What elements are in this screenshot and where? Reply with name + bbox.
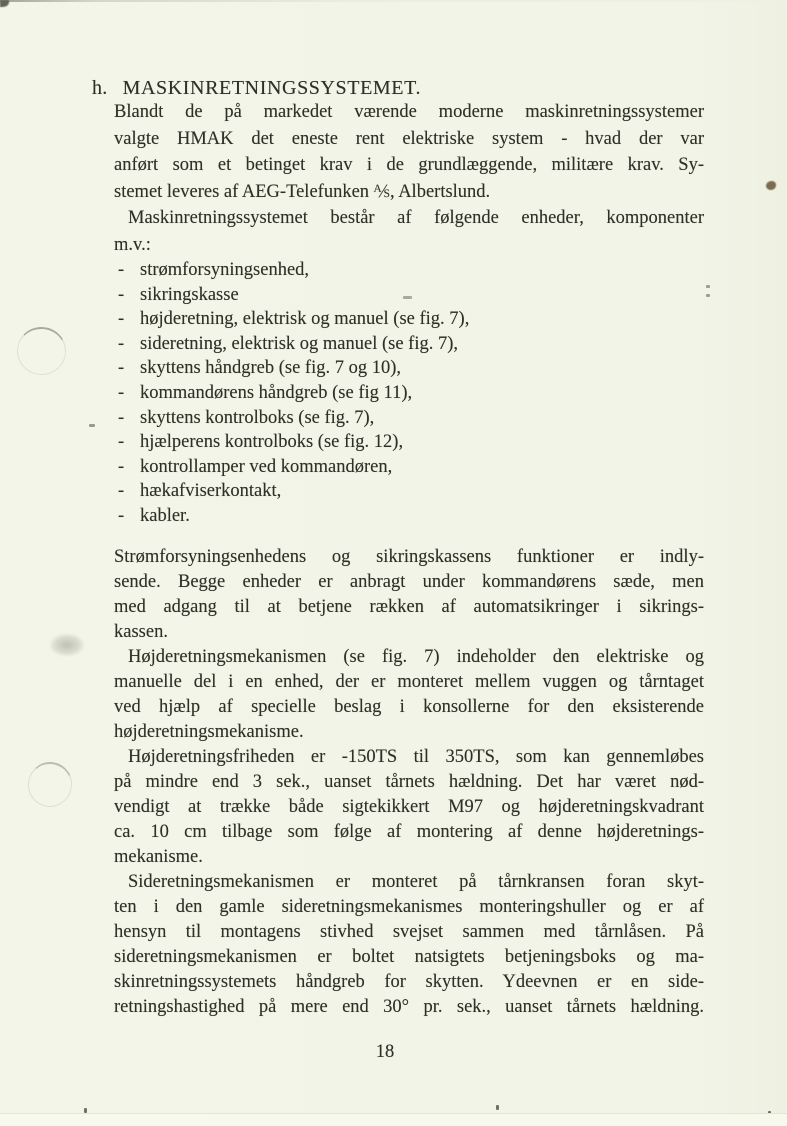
paragraph-4 [114,645,704,745]
text-line: manuelle del i en enhed, der er monteret mellem vuggen og tårntaget [114,671,704,692]
text-line: ten i den gamle sideretningsmekanismes monteringshuller og er af [114,896,704,917]
text-line: skinretningssystemets håndgreb for skytten. Ydeevnen er en side- [114,971,704,992]
list-dash: - [118,309,125,330]
page-number: 18 [375,1042,395,1062]
paragraph-3 [114,545,704,645]
list-item-text: kabler. [140,505,190,526]
list-dash: - [118,284,125,305]
text-line: sende. Begge enheder er anbragt under kommandørens sæde, men [114,571,704,592]
list-item-text: hækafviserkontakt, [140,481,282,502]
text-line: hensyn til montagens stivhed svejset sammen med tårnlåsen. På [114,921,704,942]
list-dash: - [118,407,125,428]
section-heading [92,77,421,100]
list-item [114,356,704,381]
text-line: på mindre end 3 sek., uanset tårnets hældning. Det har været nød- [114,771,704,792]
text-line: anført som et betinget krav i de grundlæggende, militære krav. Sy- [114,155,704,175]
scan-mark [89,424,95,427]
list-item-text: sikringskasse [140,284,239,305]
list-item [114,381,704,406]
list-item [114,455,704,480]
list-item [114,479,704,504]
text-line: med adgang til at betjene rækken af automatsikringer i sikrings- [114,596,704,617]
text-line: Maskinretningssystemet består af følgende enheder, komponenter [128,208,704,228]
list-item [114,307,704,332]
paragraph-5 [114,745,704,870]
text-line: retningshastighed på mere end 30° pr. sek., uanset tårnets hældning. [114,996,704,1017]
scan-corner-mark [0,0,9,7]
scan-speck [84,1108,87,1113]
list-dash: - [118,505,125,526]
text-line: stemet leveres af AEG-Telefunken ⅍, Albertslund. [114,181,491,202]
list-item-text: strømforsyningsenhed, [140,260,310,280]
list-item-text: hjælperens kontrolboks (se fig. 12), [140,432,404,453]
list-item [114,283,704,308]
binder-hole-impression [14,324,68,378]
list-dash: - [118,432,125,453]
section-label: h. [92,77,108,99]
list-item [114,258,704,283]
list-item-text: kontrollamper ved kommandøren, [140,456,393,477]
text-line: m.v.: [114,234,151,255]
paragraph-1 [114,99,704,205]
scan-mark [706,285,710,297]
text-line: kassen. [114,621,168,642]
list-item [114,406,704,431]
list-dash: - [118,456,125,477]
scan-smudge [50,634,84,656]
text-line: Blandt de på markedet værende moderne maskinretningssystemer [114,102,704,122]
list-dash: - [118,333,125,354]
section-title: MASKINRETNINGSSYSTEMET. [122,77,422,99]
text-line: ca. 10 cm tilbage som følge af montering af denne højderetnings- [114,821,704,842]
scan-speck [496,1105,499,1110]
component-list [114,258,704,529]
paragraph-2 [114,205,704,258]
scan-edge-shadow [0,0,787,2]
text-line: højderetningsmekanisme. [114,721,304,742]
list-item-text: højderetning, elektrisk og manuel (se fig. 7), [140,309,470,330]
paragraph-6 [114,870,704,1020]
list-dash: - [118,260,125,280]
binder-hole-impression [24,758,76,811]
body-text [114,99,704,1020]
list-item [114,504,704,529]
scan-edge-strip [0,1113,787,1126]
list-item-text: skyttens kontrolboks (se fig. 7), [140,407,375,428]
text-line: Sideretningsmekanismen er monteret på tårnkransen foran skyt- [128,871,704,892]
list-item [114,430,704,455]
scan-speck [768,1111,771,1115]
list-item-text: skyttens håndgreb (se fig. 7 og 10), [140,358,402,379]
text-line: ved hjælp af specielle beslag i konsollerne for den eksisterende [114,696,704,717]
text-line: Højderetningsmekanismen (se fig. 7) indeholder den elektriske og [128,646,704,667]
list-item-text: sideretning, elektrisk og manuel (se fig. 7), [140,333,459,354]
scan-speck [330,1117,332,1120]
list-item-text: kommandørens håndgreb (se fig 11), [140,382,413,403]
text-line: Højderetningsfriheden er -150TS til 350TS, som kan gennemløbes [128,746,704,767]
text-line: mekanisme. [114,846,203,867]
text-line: sideretningsmekanismen er boltet natsigtets betjeningsboks og ma- [114,946,704,967]
text-line: valgte HMAK det eneste rent elektriske system - hvad der var [114,128,704,149]
scan-speck [766,181,776,190]
list-item [114,332,704,357]
list-dash: - [118,382,125,403]
text-line: vendigt at trække både sigtekikkert M97 og højderetningskvadrant [114,796,704,817]
list-dash: - [118,481,125,502]
list-dash: - [118,358,125,379]
text-line: Strømforsyningsenhedens og sikringskassens funktioner er indly- [114,546,704,567]
